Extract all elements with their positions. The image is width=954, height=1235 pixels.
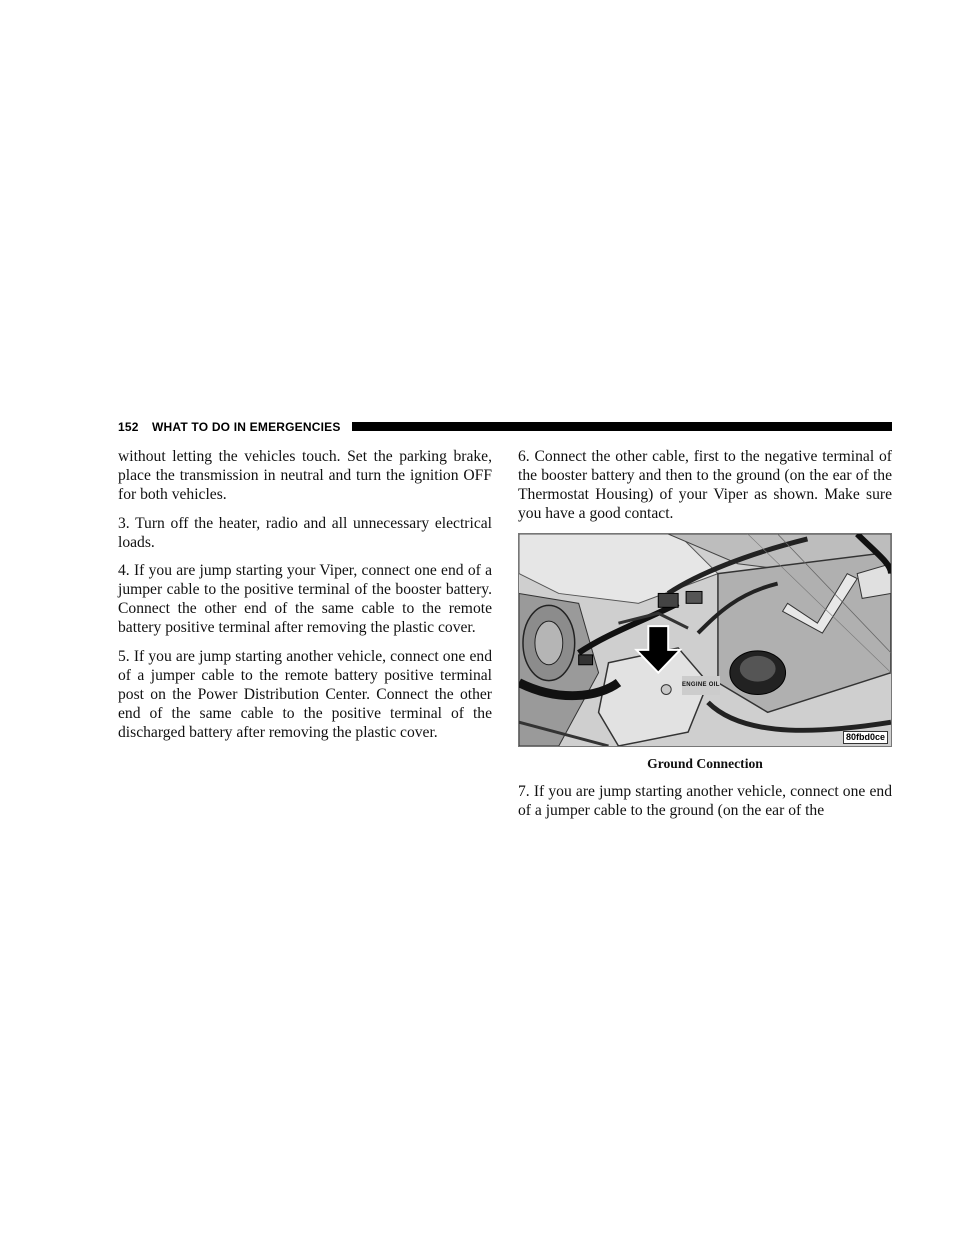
step-5: 5. If you are jump starting another vehicle, connect one end of a jumper cable to the remote battery positive terminal post on the Power Distribution Center. Connect the other end of the same cable to the positive terminal of the discharged battery after removing the plastic cover. [118,647,492,741]
engine-bay-illustration [519,534,891,746]
figure-caption: Ground Connection [647,755,763,771]
step-3: 3. Turn off the heater, radio and all unnecessary electrical loads. [118,514,492,551]
left-column [118,447,492,751]
figure-code: 80fbd0ce [843,731,888,744]
page-header [118,418,892,438]
engine-oil-label: ENGINE OIL [682,676,720,695]
paragraph-continued: without letting the vehicles touch. Set the parking brake, place the transmission in neutral and turn the ignition OFF for both vehicles. [118,448,492,503]
step-7: 7. If you are jump starting another vehicle, connect one end of a jumper cable to the ground (on the ear of the [518,782,892,819]
ground-connection-figure [518,533,892,747]
page-number: 152 [118,420,139,434]
header-rule [352,422,892,431]
section-title: WHAT TO DO IN EMERGENCIES [152,420,341,434]
right-column [518,447,892,829]
step-4: 4. If you are jump starting your Viper, connect one end of a jumper cable to the positive terminal of the booster battery. Connect the other end of the same cable to the remote battery positive terminal after removing the plastic cover. [118,562,492,636]
step-6: 6. Connect the other cable, first to the negative terminal of the booster battery and then to the ground (on the ear of the Thermostat Housing) of your Viper as shown. Make sure you have a good contact. [518,448,892,522]
